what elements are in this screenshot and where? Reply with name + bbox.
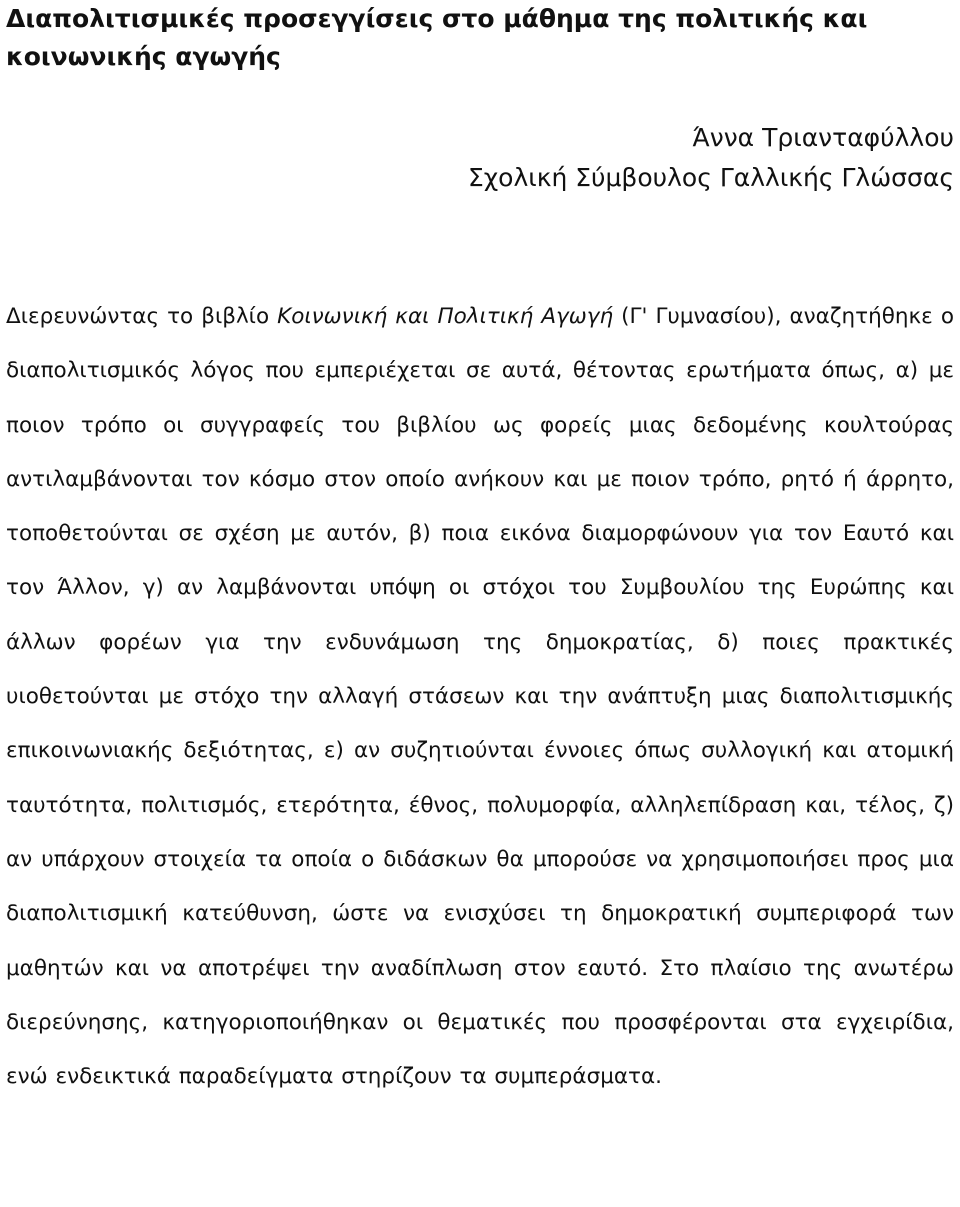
book-title: Κοινωνική και Πολιτική Αγωγή <box>277 304 614 329</box>
author-name: Άννα Τριανταφύλλου <box>692 123 954 152</box>
author-position: Σχολική Σύμβουλος Γαλλικής Γλώσσας <box>467 163 954 192</box>
paragraph-lead: Διερευνώντας το βιβλίο <box>6 304 278 329</box>
body-paragraph <box>6 290 954 1104</box>
author-block <box>468 118 954 198</box>
paragraph-rest: (Γ' Γυμνασίου), αναζητήθηκε ο διαπολιτισμικός λόγος που εμπεριέχεται σε αυτά, θέτοντας ερωτήματα όπως, α) με ποιον τρόπο οι συγγραφείς του βιβλίου ως φορείς μιας δεδομένης κουλτούρας αντιλαμβάνονται τον κόσμο στον οποίο ανήκουν και με ποιον τρόπο, ρητό ή άρρητο, τοποθετούνται σε σχέση με αυτόν, β) ποια εικόνα διαμορφώνουν για τον Εαυτό και τον Άλλον, γ) αν λαμβάνονται υπόψη οι στόχοι του Συμβουλίου της Ευρώπης και άλλων φορέων για την ενδυνάμωση της δημοκρατίας, δ) ποιες πρακτικές υιοθετούνται με στόχο την αλλαγή στάσεων και την ανάπτυξη μιας διαπολιτισμικής επικοινωνιακής δεξιότητας, ε) αν συζητιούνται έννοιες όπως συλλογική και ατομική ταυτότητα, πολιτισμός, ετερότητα, έθνος, πολυμορφία, αλληλεπίδραση και, τέλος, ζ) αν υπάρχουν στοιχεία τα οποία ο διδάσκων θα μπορούσε να χρησιμοποιήσει προς μια διαπολιτισμική κατεύθυνση, ώστε να ενισχύσει τη δημοκρατική συμπεριφορά των μαθητών και να αποτρέψει την αναδίπλωση στον εαυτό. Στο πλαίσιο της ανωτέρω διερεύνησης, κατηγοριοποιήθηκαν οι θεματικές που προσφέρονται στα εγχειρίδια, ενώ ενδεικτικά παραδείγματα στηρίζουν τα συμπεράσματα. <box>6 304 954 1090</box>
document-title: Διαπολιτισμικές προσεγγίσεις στο μάθημα της πολιτικής και κοινωνικής αγωγής <box>6 4 868 71</box>
